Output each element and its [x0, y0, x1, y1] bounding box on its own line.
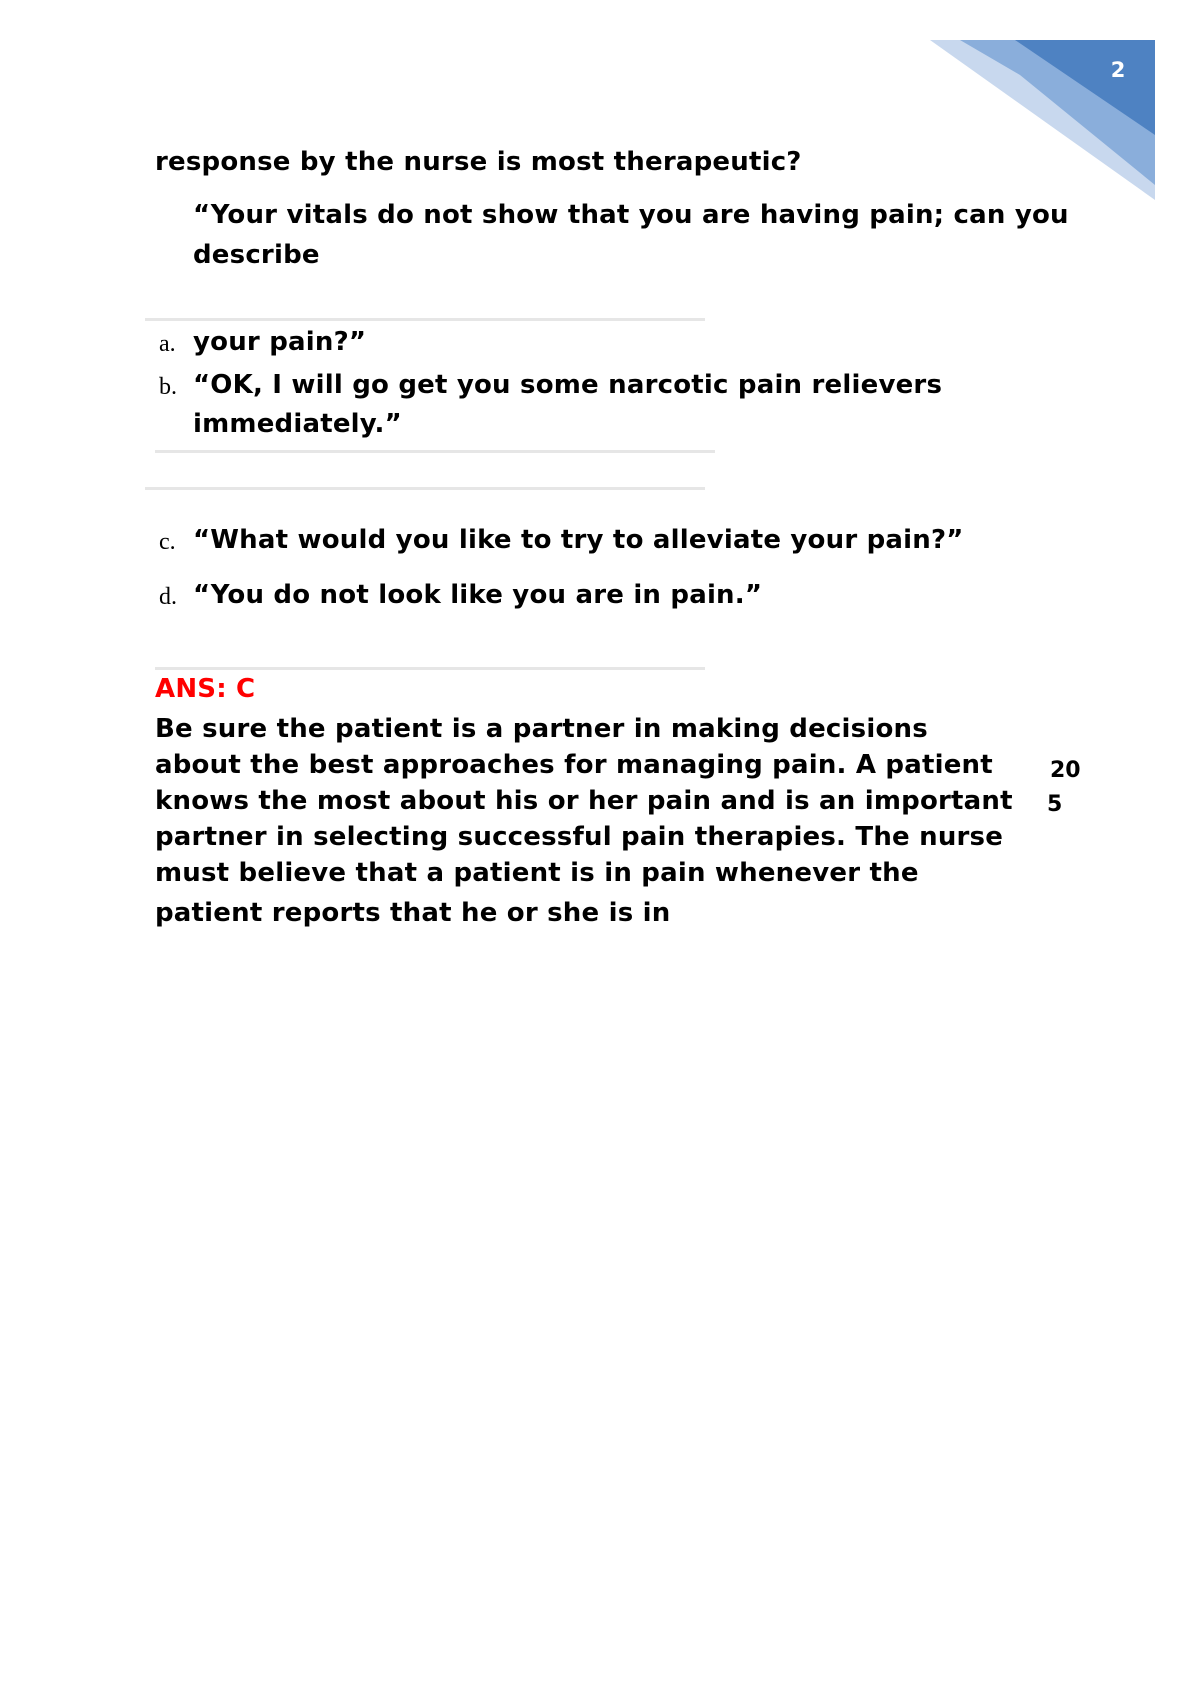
option-c-text: “What would you like to try to alleviate your pain?” [193, 525, 964, 555]
rationale-line-1: Be sure the patient is a partner in making decisions [155, 714, 928, 744]
option-a-text: your pain?” [193, 327, 367, 357]
option-d-marker: d. [159, 584, 177, 610]
option-d-text: “You do not look like you are in pain.” [193, 580, 763, 610]
option-c-marker: c. [159, 529, 176, 555]
answer-label: ANS: C [155, 674, 256, 704]
divider-rule [155, 450, 715, 453]
option-b-text-line-1: “OK, I will go get you some narcotic pain relievers [193, 370, 943, 400]
option-a-marker: a. [159, 331, 176, 357]
divider-rule [155, 667, 705, 670]
divider-rule [145, 318, 705, 321]
rationale-line-2: about the best approaches for managing pain. A patient [155, 750, 993, 780]
rationale-line-4: partner in selecting successful pain therapies. The nurse [155, 822, 1004, 852]
question-intro-line-2: describe [193, 240, 320, 270]
question-intro-line-1: “Your vitals do not show that you are having pain; can you [193, 200, 1069, 230]
option-b-text-line-2: immediately.” [193, 409, 402, 439]
side-number-line-2: 5 [1047, 792, 1063, 817]
divider-rule [145, 487, 705, 490]
rationale-line-5: must believe that a patient is in pain whenever the [155, 858, 919, 888]
header-corner-decoration [0, 0, 1190, 220]
side-number-line-1: 20 [1050, 758, 1081, 783]
question-stem: response by the nurse is most therapeutic? [155, 147, 802, 177]
rationale-line-6: patient reports that he or she is in [155, 898, 671, 928]
rationale-line-3: knows the most about his or her pain and is an important [155, 786, 1013, 816]
option-b-marker: b. [159, 374, 177, 400]
page-number: 2 [1110, 58, 1126, 82]
